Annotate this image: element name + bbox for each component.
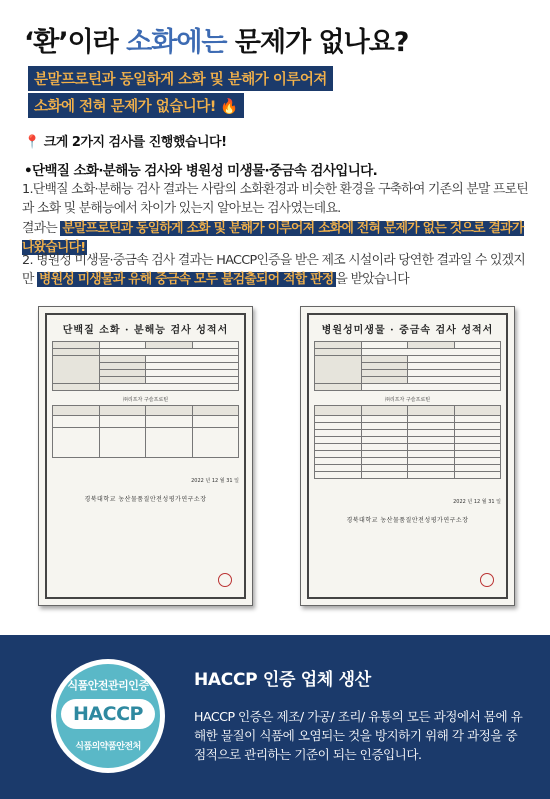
headline-prefix: ‘환’이라 [24,27,127,58]
section-title: •단백질 소화·분해능 검사와 병원성 미생물·중금속 검사입니다. [24,163,378,179]
paragraph-digestion: 1.단백질 소화·분해능 검사 결과는 사람의 소화환경과 비슷한 환경을 구축하여 기존의 분말 프로틴과 소화 및 분해능에서 차이가 있는지 알아보는 검사였는데요. [22,182,529,216]
certificate-section: ㈜리프자 구슬프로틴 [384,397,431,403]
certificate-title: 단백질 소화 · 분해능 검사 성적서 [62,325,229,336]
haccp-band [0,635,550,799]
certificate-microbe [300,306,515,606]
official-seal [480,573,494,587]
haccp-logo-main: HACCP [73,703,143,725]
certificate-note [314,482,501,488]
subtitle-box [28,66,368,120]
certificates-area [0,290,550,635]
haccp-logo-top: 식품안전관리인증 [67,679,149,692]
certificate-result-table [314,405,501,479]
notice-text: 크게 2가지 검사를 진행했습니다! [43,135,227,150]
paragraph-microbe-lead: 2. 병원성 미생물·중금속 검사 결과는 HACCP인증을 받은 제조 시설이라 당연한 결과일 수 있겠지만 [22,253,525,287]
certificate-note [52,461,239,467]
paragraph-microbe-highlight: 병원성 미생물과 유해 중금속 모두 불검출되어 적합 판정 [39,272,334,287]
pin-icon: 📍 [24,135,40,150]
paragraph-microbe-tail: 을 받았습니다 [335,272,409,287]
headline-suffix: 문제가 없나요? [226,27,409,58]
certificate-issuer: 경북대학교 농산물품질안전성평가연구소장 [84,496,207,503]
certificate-info-table [314,341,501,391]
official-seal [218,573,232,587]
paragraph-result-lead: 결과는 [22,221,61,236]
certificate-date: 2022 년 12 월 31 일 [191,478,239,484]
subtitle-line-1: 분말프로틴과 동일하게 소화 및 분해가 이루어져 [28,66,333,91]
haccp-title: HACCP 인증 업체 생산 [194,670,371,690]
headline-highlight: 소화에는 [126,27,227,58]
paragraph-microbe [22,251,530,289]
paragraph-result-highlight: 분말프로틴과 동일하게 소화 및 분해가 이루어져 소화에 전혀 문제가 없는 것으로 결과가 나왔습니다! [22,221,524,255]
subtitle-line-2: 소화에 전혀 문제가 없습니다! 🔥 [28,93,244,118]
notice [24,131,227,150]
haccp-logo-bottom: 식품의약품안전처 [75,742,141,752]
certificate-result-table [52,405,239,458]
certificate-issuer: 경북대학교 농산물품질안전성평가연구소장 [346,517,469,524]
certificate-title: 병원성미생물 · 중금속 검사 성적서 [321,325,494,336]
haccp-description: HACCP 인증은 제조/ 가공/ 조리/ 유통의 모든 과정에서 몸에 유해한 물질이 식품에 오염되는 것을 방지하기 위해 각 과정을 중점적으로 관리하는 기준이 되는 인증입니다. [194,709,523,762]
certificate-section: ㈜리프자 구슬프로틴 [122,397,169,403]
certificate-digestion [38,306,253,606]
haccp-logo [51,659,165,773]
certificate-info-table [52,341,239,391]
headline [24,20,408,59]
certificate-date: 2022 년 12 월 31 일 [453,499,501,505]
